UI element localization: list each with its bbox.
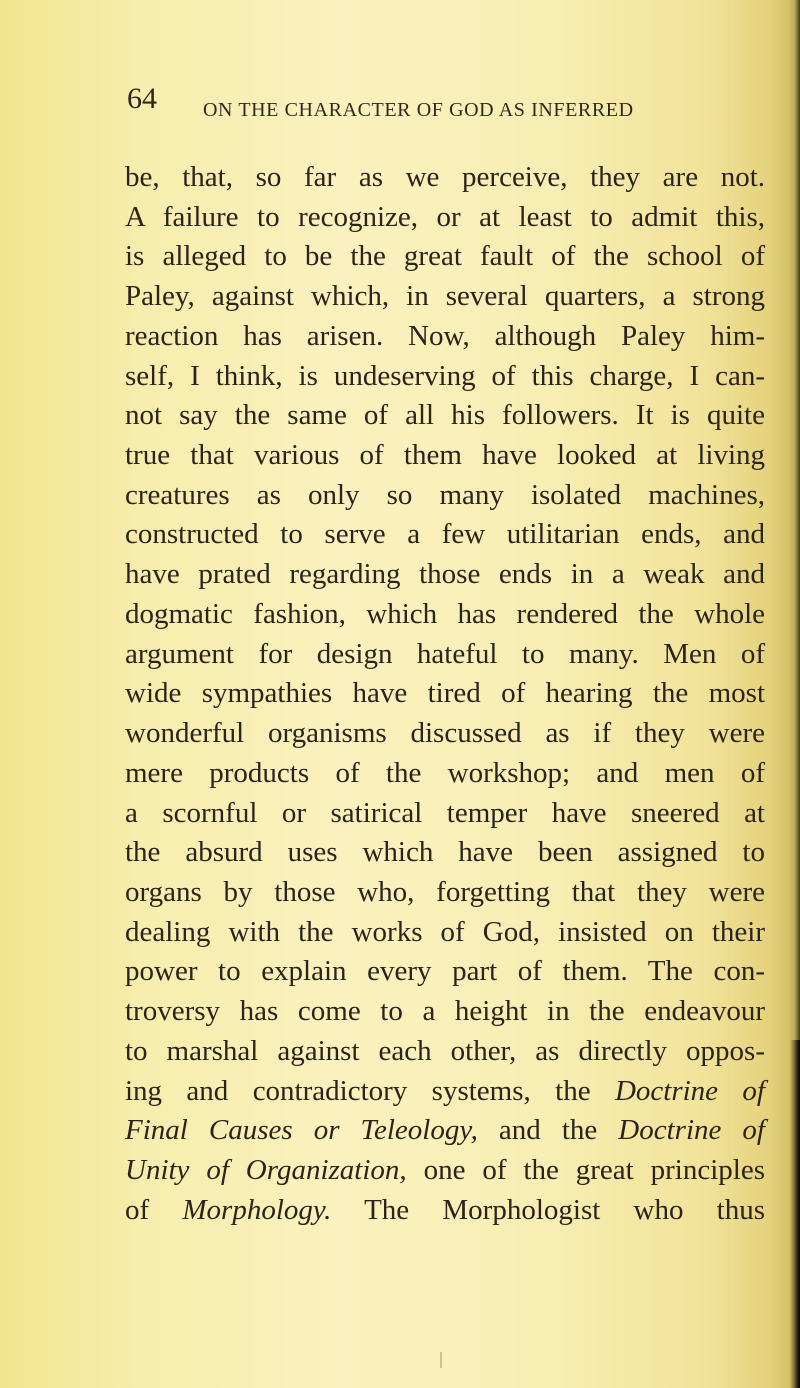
text-line — [125, 1032, 765, 1072]
text-run: the absurd uses which have been assigned to — [125, 836, 765, 869]
text-run: one of the great principles — [406, 1153, 765, 1186]
text-run: be, that, so far as we perceive, they are not. — [125, 161, 765, 193]
text-line — [125, 714, 765, 754]
text-line — [125, 476, 765, 516]
text-line — [125, 1151, 765, 1191]
text-run: dogmatic fashion, which has rendered the whole — [125, 597, 765, 630]
text-line — [125, 357, 765, 397]
text-run: wide sympathies have tired of hearing the most — [125, 677, 765, 710]
text-line — [125, 1111, 765, 1151]
text-run: organs by those who, forgetting that they were — [125, 875, 765, 908]
text-line — [125, 1072, 765, 1112]
body-text — [125, 158, 765, 1230]
text-line — [125, 873, 765, 913]
text-run: dealing with the works of God, insisted on their — [125, 915, 765, 948]
text-line — [125, 1191, 765, 1231]
text-line — [125, 277, 765, 317]
text-run: troversy has come to a height in the endeavour — [125, 995, 765, 1028]
italic-text-run: Final Causes or Teleology, — [125, 1114, 478, 1147]
text-run: have prated regarding those ends in a weak and — [125, 558, 765, 591]
text-run: self, I think, is undeserving of this charge, I can- — [125, 359, 765, 392]
text-line — [125, 237, 765, 277]
page-number: 64 — [127, 82, 157, 115]
text-line — [125, 555, 765, 595]
running-title: ON THE CHARACTER OF GOD AS INFERRED — [203, 99, 634, 121]
text-line — [125, 515, 765, 555]
text-run: of — [125, 1193, 183, 1226]
text-run: constructed to serve a few utilitarian ends, and — [125, 518, 765, 551]
text-run: mere products of the workshop; and men of — [125, 756, 765, 789]
text-line — [125, 992, 765, 1032]
text-line — [125, 674, 765, 714]
text-run: power to explain every part of them. The con- — [125, 955, 765, 988]
italic-text-run: Unity of Organization, — [125, 1153, 407, 1186]
text-line — [125, 198, 765, 238]
text-line — [125, 635, 765, 675]
text-run: A failure to recognize, or at least to admit this, — [125, 200, 765, 233]
text-run: Paley, against which, in several quarters, a strong — [125, 280, 765, 313]
text-line — [125, 833, 765, 873]
text-run: and the — [477, 1114, 619, 1147]
text-run: creatures as only so many isolated machines, — [125, 478, 765, 511]
text-run: reaction has arisen. Now, although Paley him- — [125, 319, 765, 352]
text-line — [125, 794, 765, 834]
text-line — [125, 952, 765, 992]
paper-mark — [440, 1352, 442, 1368]
italic-text-run: Doctrine of — [618, 1114, 765, 1147]
text-line — [125, 436, 765, 476]
text-line — [125, 595, 765, 635]
italic-text-run: Doctrine of — [614, 1074, 765, 1107]
text-line — [125, 754, 765, 794]
italic-text-run: Morphology. — [182, 1193, 332, 1226]
text-run: true that various of them have looked at living — [125, 439, 765, 472]
text-run: not say the same of all his followers. It is quite — [125, 399, 765, 432]
text-run: to marshal against each other, as directly oppos- — [125, 1034, 765, 1067]
text-run: The Morphologist who thus — [331, 1193, 765, 1226]
text-line — [125, 158, 765, 198]
text-line — [125, 396, 765, 436]
page-header — [127, 82, 747, 132]
text-run: is alleged to be the great fault of the school of — [125, 240, 765, 273]
text-run: wonderful organisms discussed as if they were — [125, 717, 765, 750]
text-run: a scornful or satirical temper have sneered at — [125, 796, 765, 829]
text-run: ing and contradictory systems, the — [125, 1074, 615, 1107]
text-run: argument for design hateful to many. Men of — [125, 637, 765, 670]
page-edge-dark-strip — [790, 1040, 800, 1388]
text-line — [125, 317, 765, 357]
text-line — [125, 913, 765, 953]
